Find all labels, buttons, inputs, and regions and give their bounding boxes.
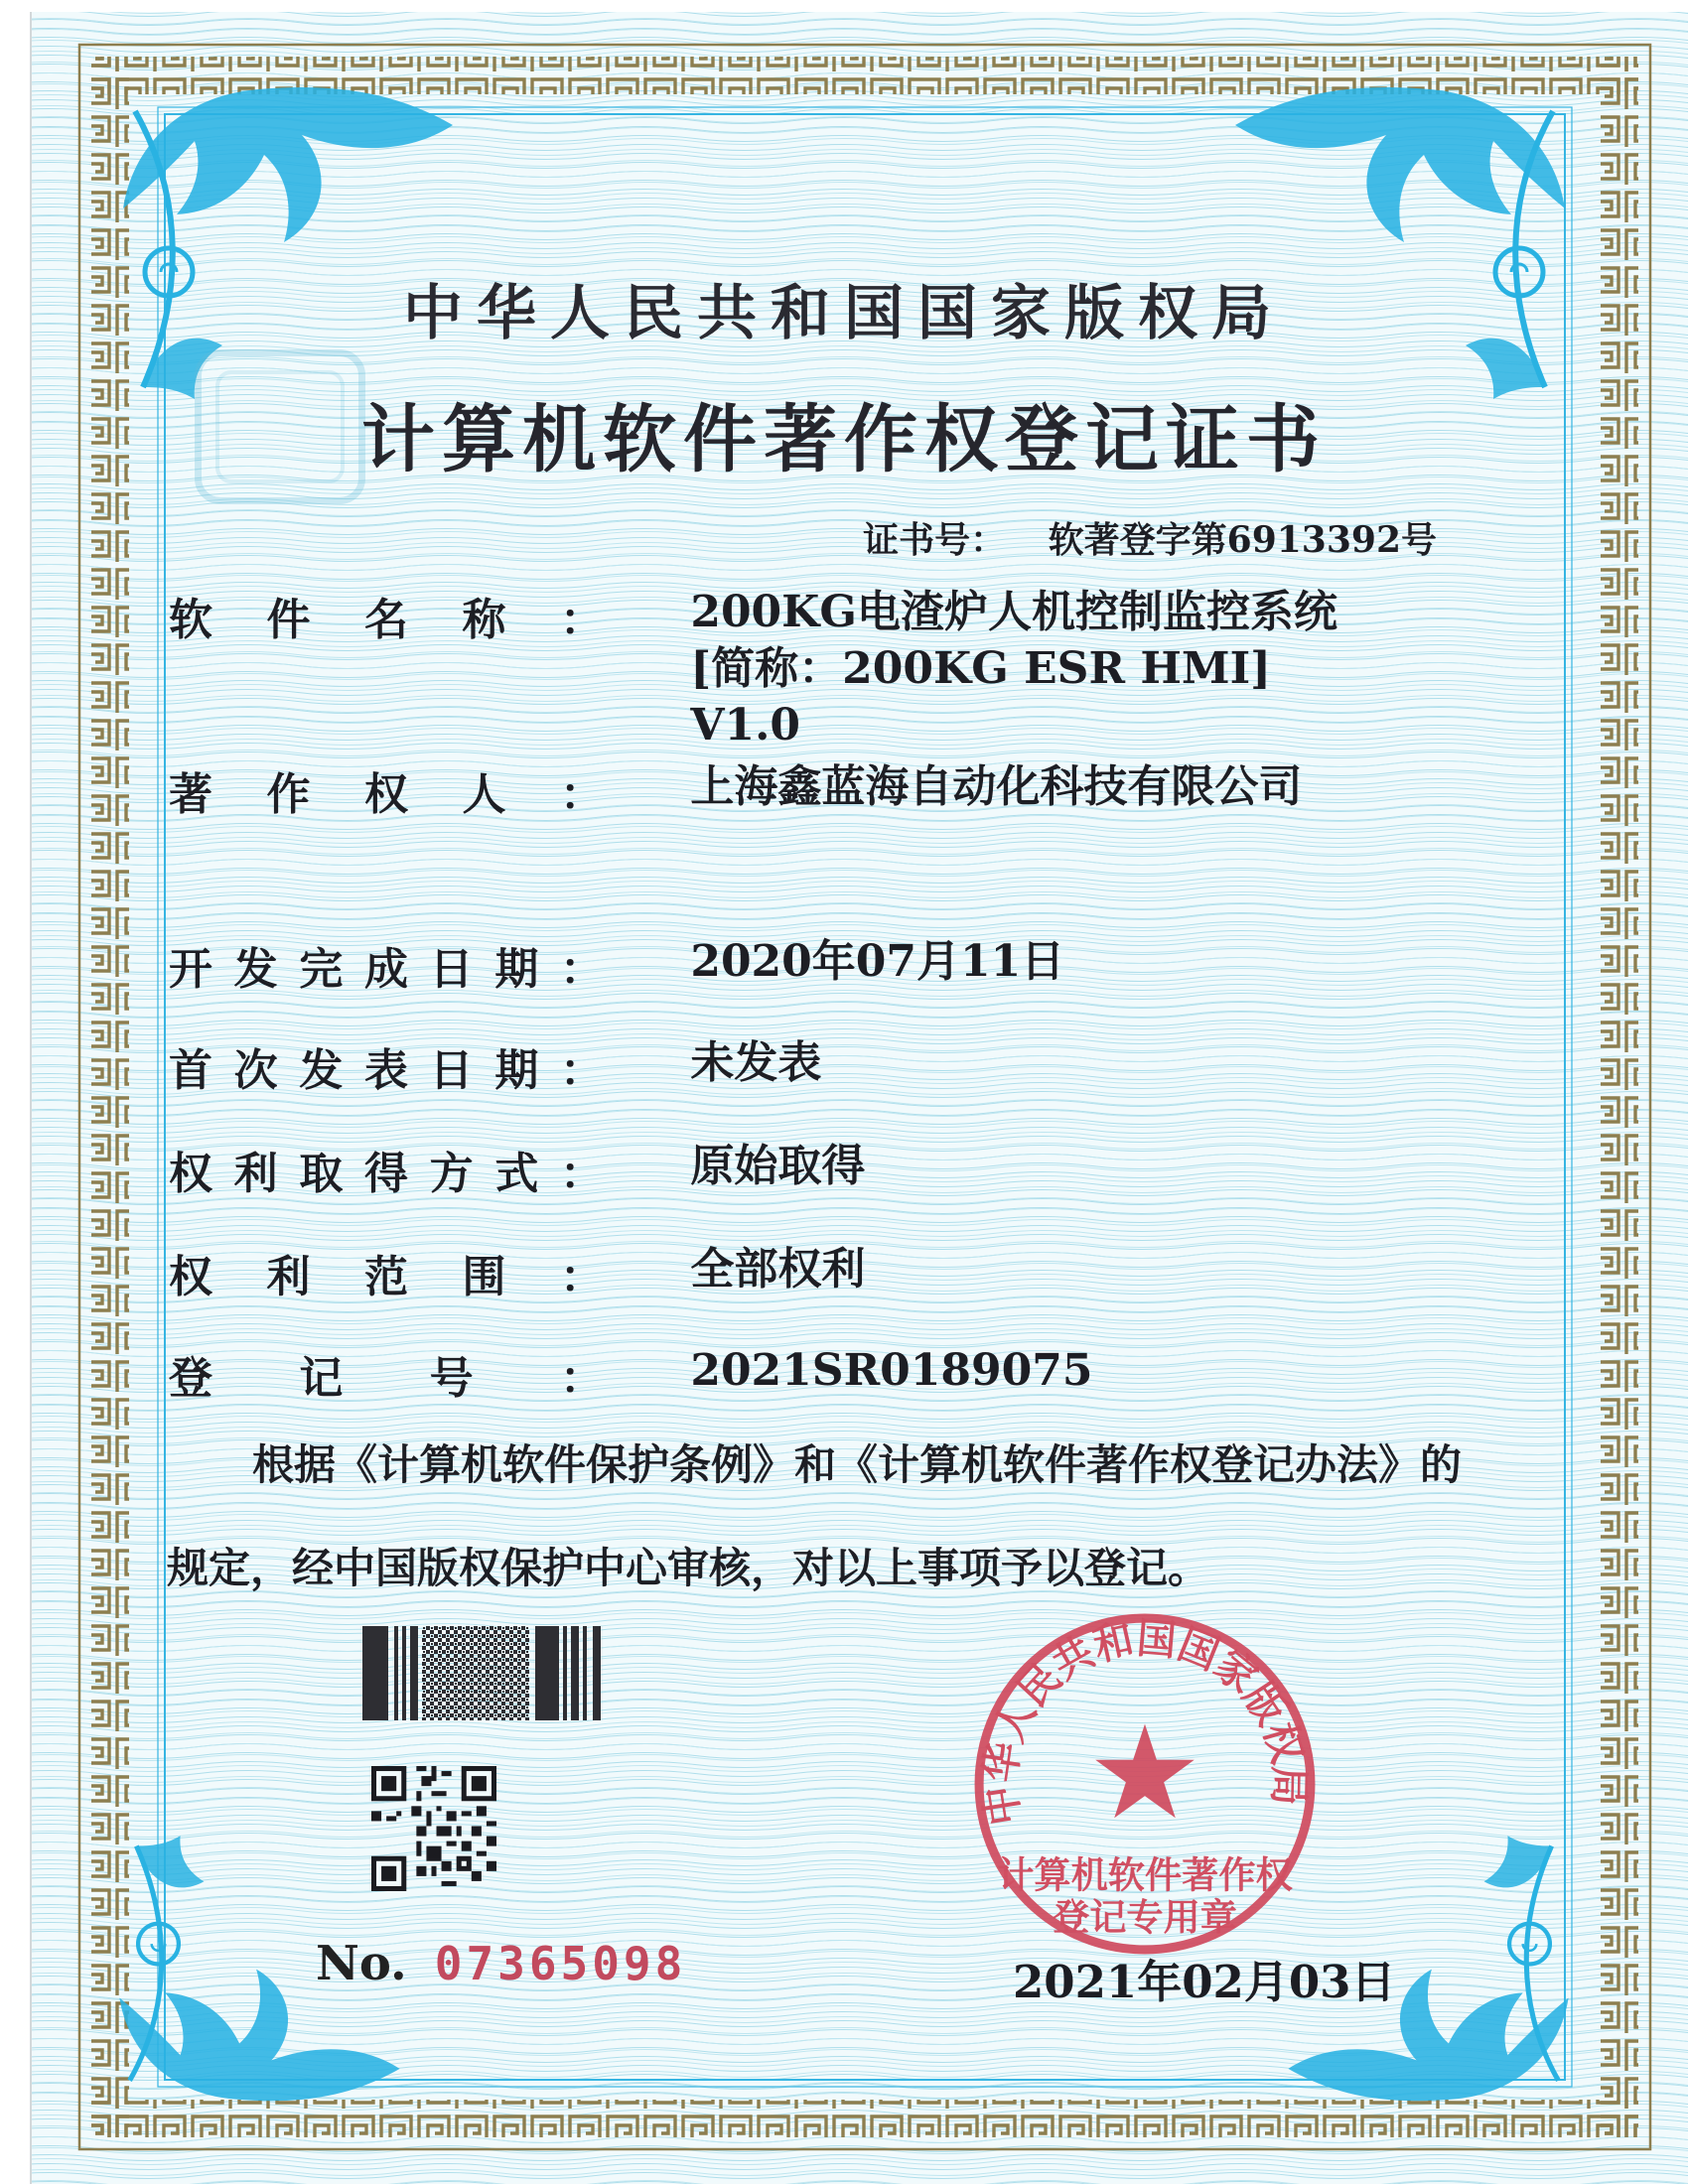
statement-line1: 根据《计算机软件保护条例》和《计算机软件著作权登记办法》的 — [252, 1440, 1463, 1489]
field-rights-scope — [169, 1241, 865, 1304]
software-name-line2: [简称：200KG ESR HMI] — [690, 643, 1272, 694]
field-label: 权利范围： — [169, 1252, 604, 1302]
field-software-name — [169, 584, 1337, 753]
software-name-line1: 200KG电渣炉人机控制监控系统 — [690, 587, 1337, 637]
star-icon — [1095, 1724, 1195, 1819]
issue-date: 2021年02月03日 — [1013, 1956, 1396, 2008]
field-label: 软件名称： — [169, 595, 604, 645]
field-label: 首次发表日期： — [169, 1045, 604, 1096]
field-value: 未发表 — [690, 1037, 822, 1088]
certificate-number-label: 证书号： — [863, 519, 1007, 561]
scan-page-edge-top — [0, 0, 1688, 12]
field-value — [690, 584, 1337, 753]
serial-prefix: No. — [316, 1936, 407, 1991]
field-registration-number — [169, 1342, 1092, 1406]
field-label: 开发完成日期： — [169, 944, 604, 995]
certificate-title: 计算机软件著作权登记证书 — [361, 397, 1327, 482]
svg-text:中华人民共和国国家版权局 — [974, 1612, 1315, 1829]
certificate-number-row — [0, 512, 1437, 563]
issuer-title: 中华人民共和国国家版权局 — [403, 279, 1285, 348]
field-label: 登记号： — [169, 1353, 604, 1404]
seal-line1: 计算机软件著作权 — [997, 1852, 1293, 1897]
field-value: 原始取得 — [690, 1141, 866, 1191]
field-first-publication-date — [169, 1034, 821, 1098]
serial-number-row — [316, 1936, 686, 1991]
statement-line2: 规定，经中国版权保护中心审核，对以上事项予以登记。 — [167, 1544, 1210, 1592]
field-rights-acquisition — [169, 1138, 865, 1201]
software-name-line3: V1.0 — [690, 700, 801, 751]
official-seal — [965, 1604, 1325, 1964]
registration-statement — [167, 1414, 1537, 1620]
serial-number: 07365098 — [434, 1937, 687, 1990]
field-value: 上海鑫蓝海自动化科技有限公司 — [690, 761, 1303, 812]
field-value: 2020年07月11日 — [690, 936, 1065, 987]
field-dev-completion-date — [169, 933, 1064, 997]
certificate-number-value: 软著登字第6913392号 — [1048, 519, 1437, 561]
field-copyright-owner — [169, 758, 1302, 822]
field-value: 2021SR0189075 — [690, 1345, 1093, 1396]
qr-code — [371, 1766, 496, 1891]
scan-page-edge — [0, 0, 32, 2184]
field-label: 著作权人： — [169, 769, 604, 820]
seal-line2: 登记专用章 — [1053, 1894, 1237, 1939]
field-label: 权利取得方式： — [169, 1149, 604, 1199]
barcode — [362, 1626, 601, 1720]
seal-ring-text: 中华人民共和国国家版权局 — [973, 1612, 1316, 1830]
field-value: 全部权利 — [690, 1244, 866, 1295]
